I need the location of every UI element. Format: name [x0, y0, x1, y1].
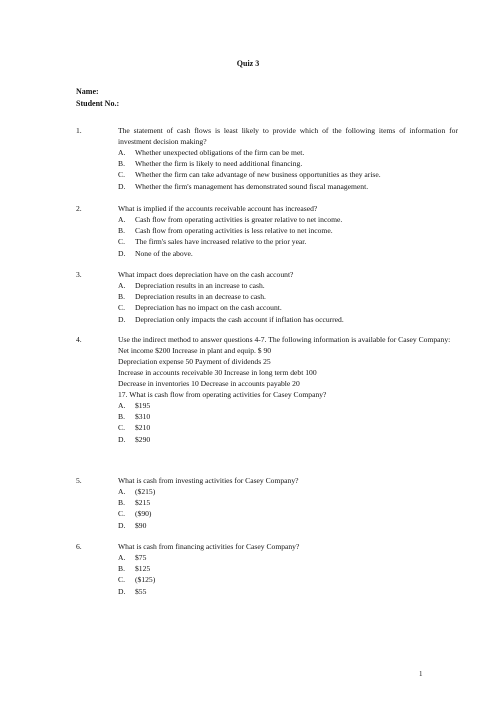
option	[118, 434, 458, 445]
option-letter: C.	[118, 237, 125, 247]
question-6	[76, 541, 458, 597]
option-text: Depreciation results in an increase to cash.	[135, 281, 265, 290]
option	[118, 508, 458, 519]
option	[118, 520, 458, 531]
option-letter: B.	[118, 412, 125, 422]
option-text: Depreciation only impacts the cash account if inflation has occurred.	[135, 314, 344, 324]
option-text: $310	[135, 412, 151, 422]
option-letter: B.	[118, 292, 125, 302]
option-letter: B.	[118, 159, 125, 169]
given-data	[118, 345, 458, 400]
option-letter: C.	[118, 170, 125, 180]
option-letter: A.	[118, 281, 126, 290]
question-5	[76, 475, 458, 531]
option-letter: A.	[118, 487, 126, 496]
option-text: Whether the firm can take advantage of new business opportunities as they arise.	[135, 170, 381, 180]
option-text: ($125)	[135, 575, 156, 585]
name-label: Name:	[76, 87, 99, 96]
sub-question-text: 17. What is cash flow from operating activities for Casey Company?	[118, 390, 327, 399]
option	[118, 158, 458, 169]
options-list	[118, 280, 458, 325]
option	[118, 169, 458, 180]
option-letter: A.	[118, 215, 126, 224]
option-text: $215	[135, 498, 151, 508]
option	[118, 314, 458, 325]
question-text: What is implied if the accounts receivable account has increased?	[118, 204, 318, 213]
question-number: 5.	[76, 476, 82, 485]
option-letter: C.	[118, 509, 125, 519]
option	[118, 563, 458, 574]
option-letter: A.	[118, 401, 126, 410]
question-text: Use the indirect method to answer questions 4-7. The following information is available for Casey Company:	[118, 335, 451, 344]
question-text: What impact does depreciation have on the cash account?	[118, 270, 294, 279]
option	[118, 248, 458, 259]
option	[118, 400, 458, 411]
option-text: Whether the firm is likely to need additional financing.	[135, 159, 303, 169]
option	[118, 225, 458, 236]
option	[118, 214, 458, 225]
option-letter: A.	[118, 148, 126, 157]
option	[118, 411, 458, 422]
option-text: None of the above.	[135, 248, 193, 258]
option-letter: B.	[118, 498, 125, 508]
options-list	[118, 486, 458, 531]
options-list	[118, 400, 458, 445]
question-4	[76, 334, 458, 445]
data-line: Depreciation expense 50 Payment of dividends 25	[118, 357, 271, 366]
option-letter: B.	[118, 564, 125, 574]
option	[118, 422, 458, 433]
option-text: Cash flow from operating activities is greater relative to net income.	[135, 215, 343, 224]
question-2	[76, 203, 458, 259]
option	[118, 291, 458, 302]
data-line: Increase in accounts receivable 30 Increase in long term debt 100	[118, 368, 317, 377]
option-letter: D.	[118, 520, 126, 530]
option-text: $290	[135, 434, 151, 444]
option-letter: B.	[118, 226, 125, 236]
option	[118, 586, 458, 597]
option-text: $75	[135, 553, 147, 562]
question-number: 6.	[76, 542, 82, 551]
option-text: Depreciation has no impact on the cash account.	[135, 303, 282, 313]
question-number: 2.	[76, 204, 82, 213]
option	[118, 280, 458, 291]
question-3	[76, 269, 458, 325]
question-text: What is cash from investing activities for Casey Company?	[118, 476, 299, 485]
option-letter: C.	[118, 303, 125, 313]
page-number: 1	[419, 670, 423, 678]
option	[118, 236, 458, 247]
question-1	[76, 125, 458, 192]
option-letter: A.	[118, 553, 126, 562]
option	[118, 147, 458, 158]
options-list	[118, 214, 458, 259]
option	[118, 552, 458, 563]
option-text: Whether the firm's management has demonstrated sound fiscal management.	[135, 181, 369, 191]
question-number: 1.	[76, 126, 82, 135]
option-letter: D.	[118, 434, 126, 444]
option	[118, 574, 458, 585]
option-text: Whether unexpected obligations of the firm can be met.	[135, 148, 305, 157]
option	[118, 181, 458, 192]
option-letter: C.	[118, 423, 125, 433]
option-text: $210	[135, 423, 151, 433]
option-text: $90	[135, 520, 147, 530]
option-letter: D.	[118, 314, 126, 324]
question-number: 3.	[76, 270, 82, 279]
option	[118, 497, 458, 508]
option	[118, 302, 458, 313]
option-text: ($215)	[135, 487, 156, 496]
option-text: Depreciation results in an decrease to cash.	[135, 292, 266, 302]
option-letter: D.	[118, 248, 126, 258]
data-line: Decrease in inventories 10 Decrease in accounts payable 20	[118, 379, 300, 388]
options-list	[118, 552, 458, 597]
data-line: Net income $200 Increase in plant and equip. $ 90	[118, 346, 272, 355]
option-text: $125	[135, 564, 151, 574]
option-text: Cash flow from operating activities is less relative to net income.	[135, 226, 333, 236]
student-number-label: Student No.:	[76, 99, 120, 108]
question-text: The statement of cash flows is least likely to provide which of the following items of information for investment decision making?	[118, 126, 458, 146]
option-text: The firm's sales have increased relative to the prior year.	[135, 237, 307, 247]
option-text: $55	[135, 586, 147, 596]
quiz-title: Quiz 3	[236, 59, 260, 68]
option-letter: C.	[118, 575, 125, 585]
option	[118, 486, 458, 497]
option-text: ($90)	[135, 509, 152, 519]
options-list	[118, 147, 458, 192]
question-number: 4.	[76, 335, 82, 344]
option-letter: D.	[118, 586, 126, 596]
question-text: What is cash from financing activities for Casey Company?	[118, 542, 300, 551]
option-text: $195	[135, 401, 151, 410]
option-letter: D.	[118, 181, 126, 191]
